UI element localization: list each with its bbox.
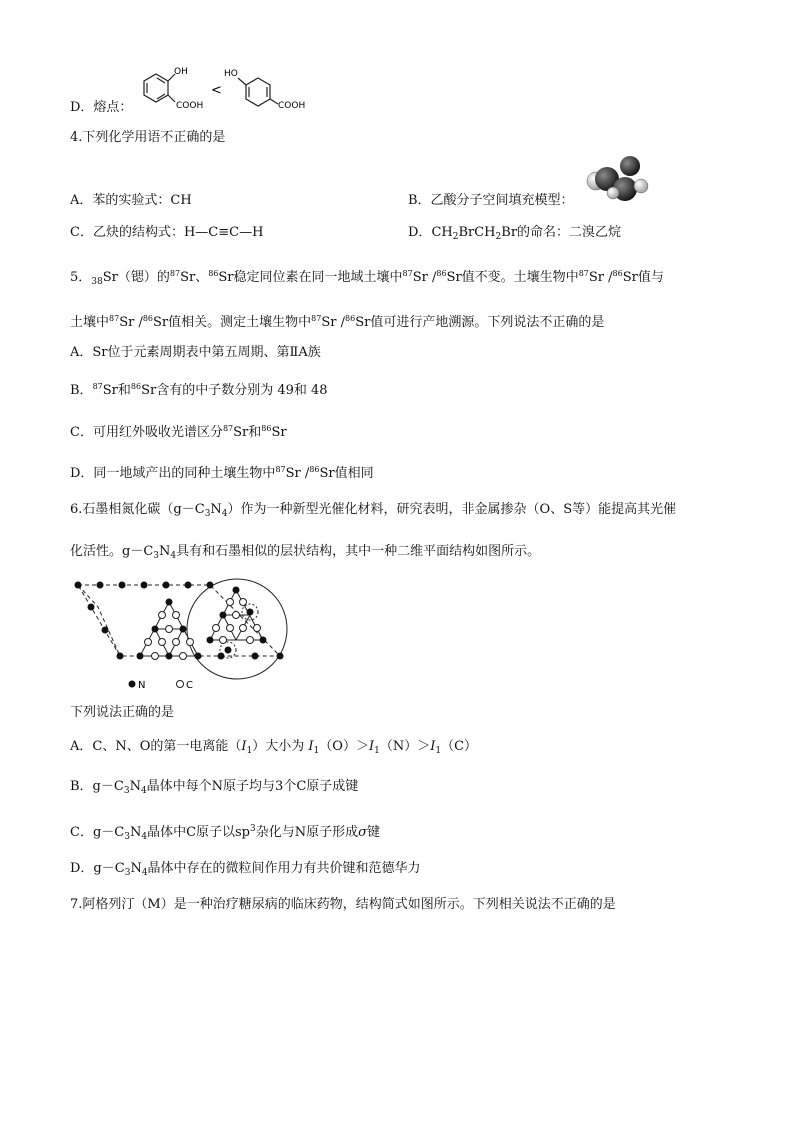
legend-c-dot bbox=[177, 681, 184, 688]
legend-n-label: N bbox=[138, 680, 146, 691]
q3-option-d bbox=[70, 99, 132, 117]
q5-option-a: A．Sr位于元素周期表中第五周期、第ⅡA族 bbox=[70, 345, 321, 360]
q6-option-b: B．$g-C_3N_4$晶体中每个N原子均与3个C原子成键 bbox=[70, 779, 359, 796]
g-c3n4-structure-diagram bbox=[70, 572, 295, 697]
salicylic-acid-structures bbox=[130, 64, 320, 114]
q6-option-d: D．$g-C_3N_4$晶体中存在的微粒间作用力有共价键和范德华力 bbox=[70, 861, 421, 878]
q5-option-b: B．$^{87}$Sr和$^{86}$Sr含有的中子数分别为 49和 48 bbox=[70, 382, 328, 398]
q4-option-d: D．$CH_2BrCH_2Br$的命名：二溴乙烷 bbox=[408, 225, 622, 242]
q5-line-1: 5．$_{38}$Sr（锶）的$^{87}$Sr、$^{86}$Sr稳定同位素在同一地域土壤中$^{87}$Sr /$^{86}$Sr值不变。土壤生物中$^{87}$Sr /$^{86}$Sr值与 bbox=[70, 269, 664, 287]
ortho-hydroxybenzoic-acid bbox=[144, 74, 175, 102]
cooh-label-1: COOH bbox=[176, 101, 204, 111]
q4-option-a: A．苯的实验式：CH bbox=[70, 193, 192, 208]
q7-stem: 7.阿格列汀（M）是一种治疗糖尿病的临床药物，结构简式如图所示。下列相关说法不正确的是 bbox=[70, 897, 616, 912]
q4-stem: 4.下列化学用语不正确的是 bbox=[70, 130, 226, 145]
q6-option-a: A．C、N、O的第一电离能$(I_1)$大小为 $I_1(O)>I_1(N)>I_1(C)$ bbox=[70, 739, 478, 756]
q6-intro: 下列说法正确的是 bbox=[70, 705, 175, 720]
q5-option-c: C．可用红外吸收光谱区分$^{87}$Sr和$^{86}$Sr bbox=[70, 424, 287, 440]
q4-c-text: C．乙炔的结构式： bbox=[70, 225, 184, 240]
cooh-label-2: COOH bbox=[278, 101, 306, 111]
q6-line-1: 6.石墨相氮化碳$(g-C_3N_4)$作为一种新型光催化材料，研究表明，非金属掺杂（O、S等）能提高其光催 bbox=[70, 502, 677, 519]
acetic-acid-space-filling-model bbox=[583, 155, 655, 205]
q4-d-text: 的命名：二溴乙烷 bbox=[517, 225, 622, 240]
legend-c-label: C bbox=[186, 680, 193, 691]
oh-label: OH bbox=[174, 67, 188, 77]
q6-line-2: 化活性。$g-C_3N_4$具有和石墨相似的层状结构，其中一种二维平面结构如图所示。 bbox=[70, 544, 541, 561]
q5-option-d: D．同一地域产出的同种土壤生物中$^{87}$Sr /$^{86}$Sr值相同 bbox=[70, 465, 374, 481]
q4-d-label: D． bbox=[408, 225, 432, 240]
less-than-sign: < bbox=[211, 83, 222, 98]
q3-d-label: D．熔点： bbox=[70, 100, 133, 115]
para-hydroxybenzoic-acid bbox=[238, 78, 278, 106]
q4-option-b: B．乙酸分子空间填充模型： bbox=[408, 193, 574, 208]
ho-label: HO bbox=[224, 69, 238, 79]
q6-option-c: C．$g-C_3N_4$晶体中C原子以$sp^3$杂化与N原子形成σ键 bbox=[70, 824, 381, 842]
q4-option-c bbox=[70, 224, 263, 242]
q5-line-2: 土壤中$^{87}$Sr /$^{86}$Sr值相关。测定土壤生物中$^{87}$Sr /$^{86}$Sr值可进行产地溯源。下列说法不正确的是 bbox=[70, 314, 605, 330]
q4-c-formula: H—C≡C—H bbox=[183, 225, 264, 240]
legend-n-dot bbox=[129, 681, 136, 688]
